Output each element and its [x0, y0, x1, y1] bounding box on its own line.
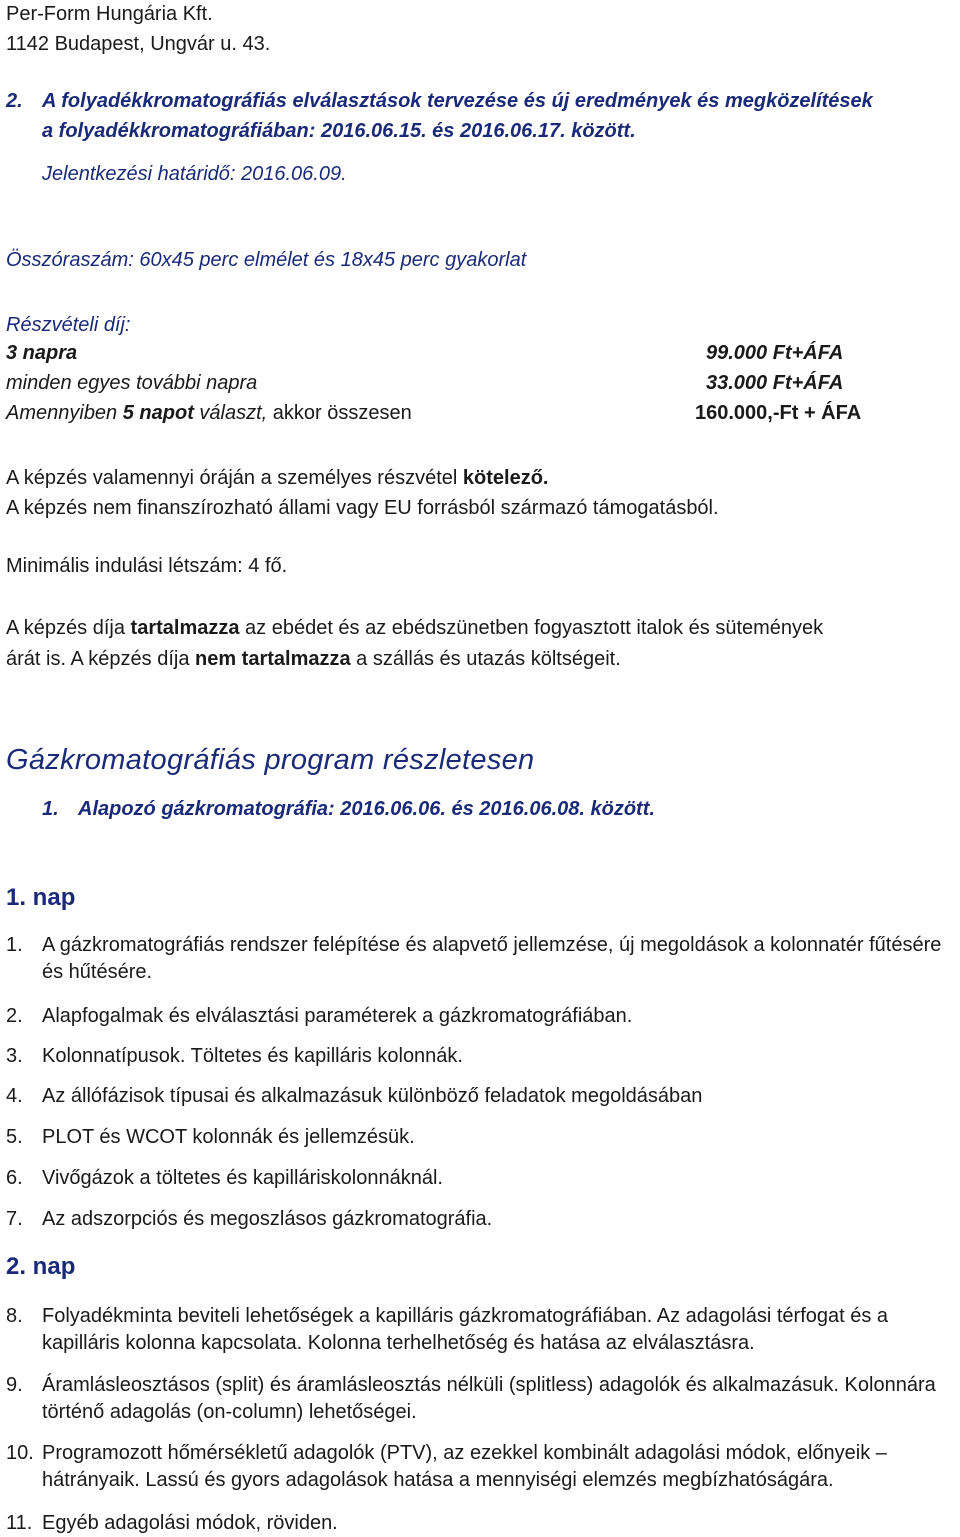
item-number: 5. [6, 1126, 23, 1148]
list-item [0, 1084, 960, 1112]
list-item [0, 1044, 960, 1072]
fee-row3-value: 160.000,-Ft + ÁFA [695, 402, 862, 424]
fee-row3-mid: választ, [193, 402, 268, 424]
item-number: 6. [6, 1167, 23, 1189]
item-text: PLOT és WCOT kolonnák és jellemzésük. [42, 1126, 415, 1148]
item-text: Egyéb adagolási módok, röviden. [42, 1512, 338, 1534]
fee-row3-pre: Amennyiben [6, 402, 123, 424]
course-title-line1: A folyadékkromatográfiás elválasztások tervezése és új eredmények és megközelítések [42, 90, 873, 112]
item-number: 8. [6, 1305, 23, 1327]
list-item [0, 1373, 960, 1433]
item-number: 7. [6, 1208, 23, 1230]
day2-heading: 2. nap [6, 1253, 76, 1280]
attendance-pre: A képzés valamennyi óráján a személyes részvétel [6, 467, 463, 489]
sub-number: 1. [42, 798, 59, 820]
list-item [0, 1304, 960, 1364]
section-title: Gázkromatográfiás program részletesen [6, 744, 535, 776]
item-text: Az állófázisok típusai és alkalmazásuk különböző feladatok megoldásában [42, 1085, 703, 1107]
company-address: 1142 Budapest, Ungvár u. 43. [6, 33, 271, 55]
total-hours: Összóraszám: 60x45 perc elmélet és 18x45 perc gyakorlat [6, 249, 527, 271]
day1-heading: 1. nap [6, 884, 76, 911]
funding-note: A képzés nem finanszírozható állami vagy EU forrásból származó támogatásból. [6, 497, 719, 519]
includes-note-line2 [6, 647, 621, 671]
includes-note-line1 [6, 616, 823, 640]
includes-line2-pre: árát is. A képzés díja [6, 648, 195, 670]
fee-row1-value: 99.000 Ft+ÁFA [706, 342, 844, 364]
fee-label: Részvételi díj: [6, 314, 131, 336]
item-text: Áramlásleosztásos (split) és áramlásleosztás nélküli (splitless) adagolók és alkalmazásuk. Kolonnára történő adagolás (on-column) lehetőségei. [42, 1374, 936, 1423]
fee-row1-label: 3 napra [6, 342, 78, 364]
item-number: 9. [6, 1374, 23, 1396]
course-title-line2: a folyadékkromatográfiában: 2016.06.15. és 2016.06.17. között. [42, 120, 636, 142]
attendance-bold: kötelező. [462, 467, 549, 489]
item-text: Folyadékminta beviteli lehetőségek a kapilláris gázkromatográfiában. Az adagolási térfogat és a kapilláris kolonna kapcsolata. Kolonna terhelhetőség és hatása az elválasztásra. [42, 1305, 889, 1354]
list-item [0, 1511, 960, 1537]
list-item [0, 1166, 960, 1194]
includes-bold: tartalmazza [130, 617, 240, 639]
item-number: 3. [6, 1045, 23, 1067]
list-item [0, 933, 960, 993]
list-item [0, 1004, 960, 1032]
item-number: 1. [6, 934, 23, 956]
includes-post: az ebédet és az ebédszünetben fogyasztott italok és sütemények [239, 617, 824, 639]
sub-title: Alapozó gázkromatográfia: 2016.06.06. és 2016.06.08. között. [78, 798, 655, 820]
item-text: Programozott hőmérsékletű adagolók (PTV), az ezekkel kombinált adagolási módok, előnyeik – hátrányaik. Lassú és gyors adagolások hatása a mennyiségi elemzés megbízhatóságára. [42, 1442, 887, 1491]
fee-row2-label: minden egyes további napra [6, 372, 258, 394]
item-text: Alapfogalmak és elválasztási paraméterek a gázkromatográfiában. [42, 1005, 633, 1027]
fee-row3-bold: 5 napot [122, 402, 194, 424]
course-number: 2. [6, 90, 23, 112]
item-number: 10. [6, 1442, 34, 1464]
item-text: Az adszorpciós és megoszlásos gázkromatográfia. [42, 1208, 493, 1230]
item-text: Vivőgázok a töltetes és kapilláriskolonnáknál. [42, 1167, 443, 1189]
item-text: Kolonnatípusok. Töltetes és kapilláris kolonnák. [42, 1045, 463, 1067]
includes-line2-bold: nem tartalmazza [195, 648, 351, 670]
item-number: 4. [6, 1085, 23, 1107]
item-text: A gázkromatográfiás rendszer felépítése és alapvető jellemzése, új megoldások a kolonnatér fűtésére és hűtésére. [42, 934, 942, 983]
item-number: 11. [6, 1512, 33, 1534]
includes-pre: A képzés díja [6, 617, 131, 639]
minimum-note: Minimális indulási létszám: 4 fő. [6, 555, 288, 577]
list-item [0, 1441, 960, 1501]
fee-row3-post: akkor összesen [267, 402, 412, 424]
fee-row3-label [6, 401, 412, 425]
attendance-note [6, 466, 548, 490]
list-item [0, 1125, 960, 1153]
registration-deadline: Jelentkezési határidő: 2016.06.09. [42, 163, 347, 185]
fee-row2-value: 33.000 Ft+ÁFA [706, 372, 844, 394]
company-name: Per-Form Hungária Kft. [6, 3, 213, 25]
item-number: 2. [6, 1005, 23, 1027]
list-item [0, 1207, 960, 1235]
includes-line2-post: a szállás és utazás költségeit. [350, 648, 621, 670]
